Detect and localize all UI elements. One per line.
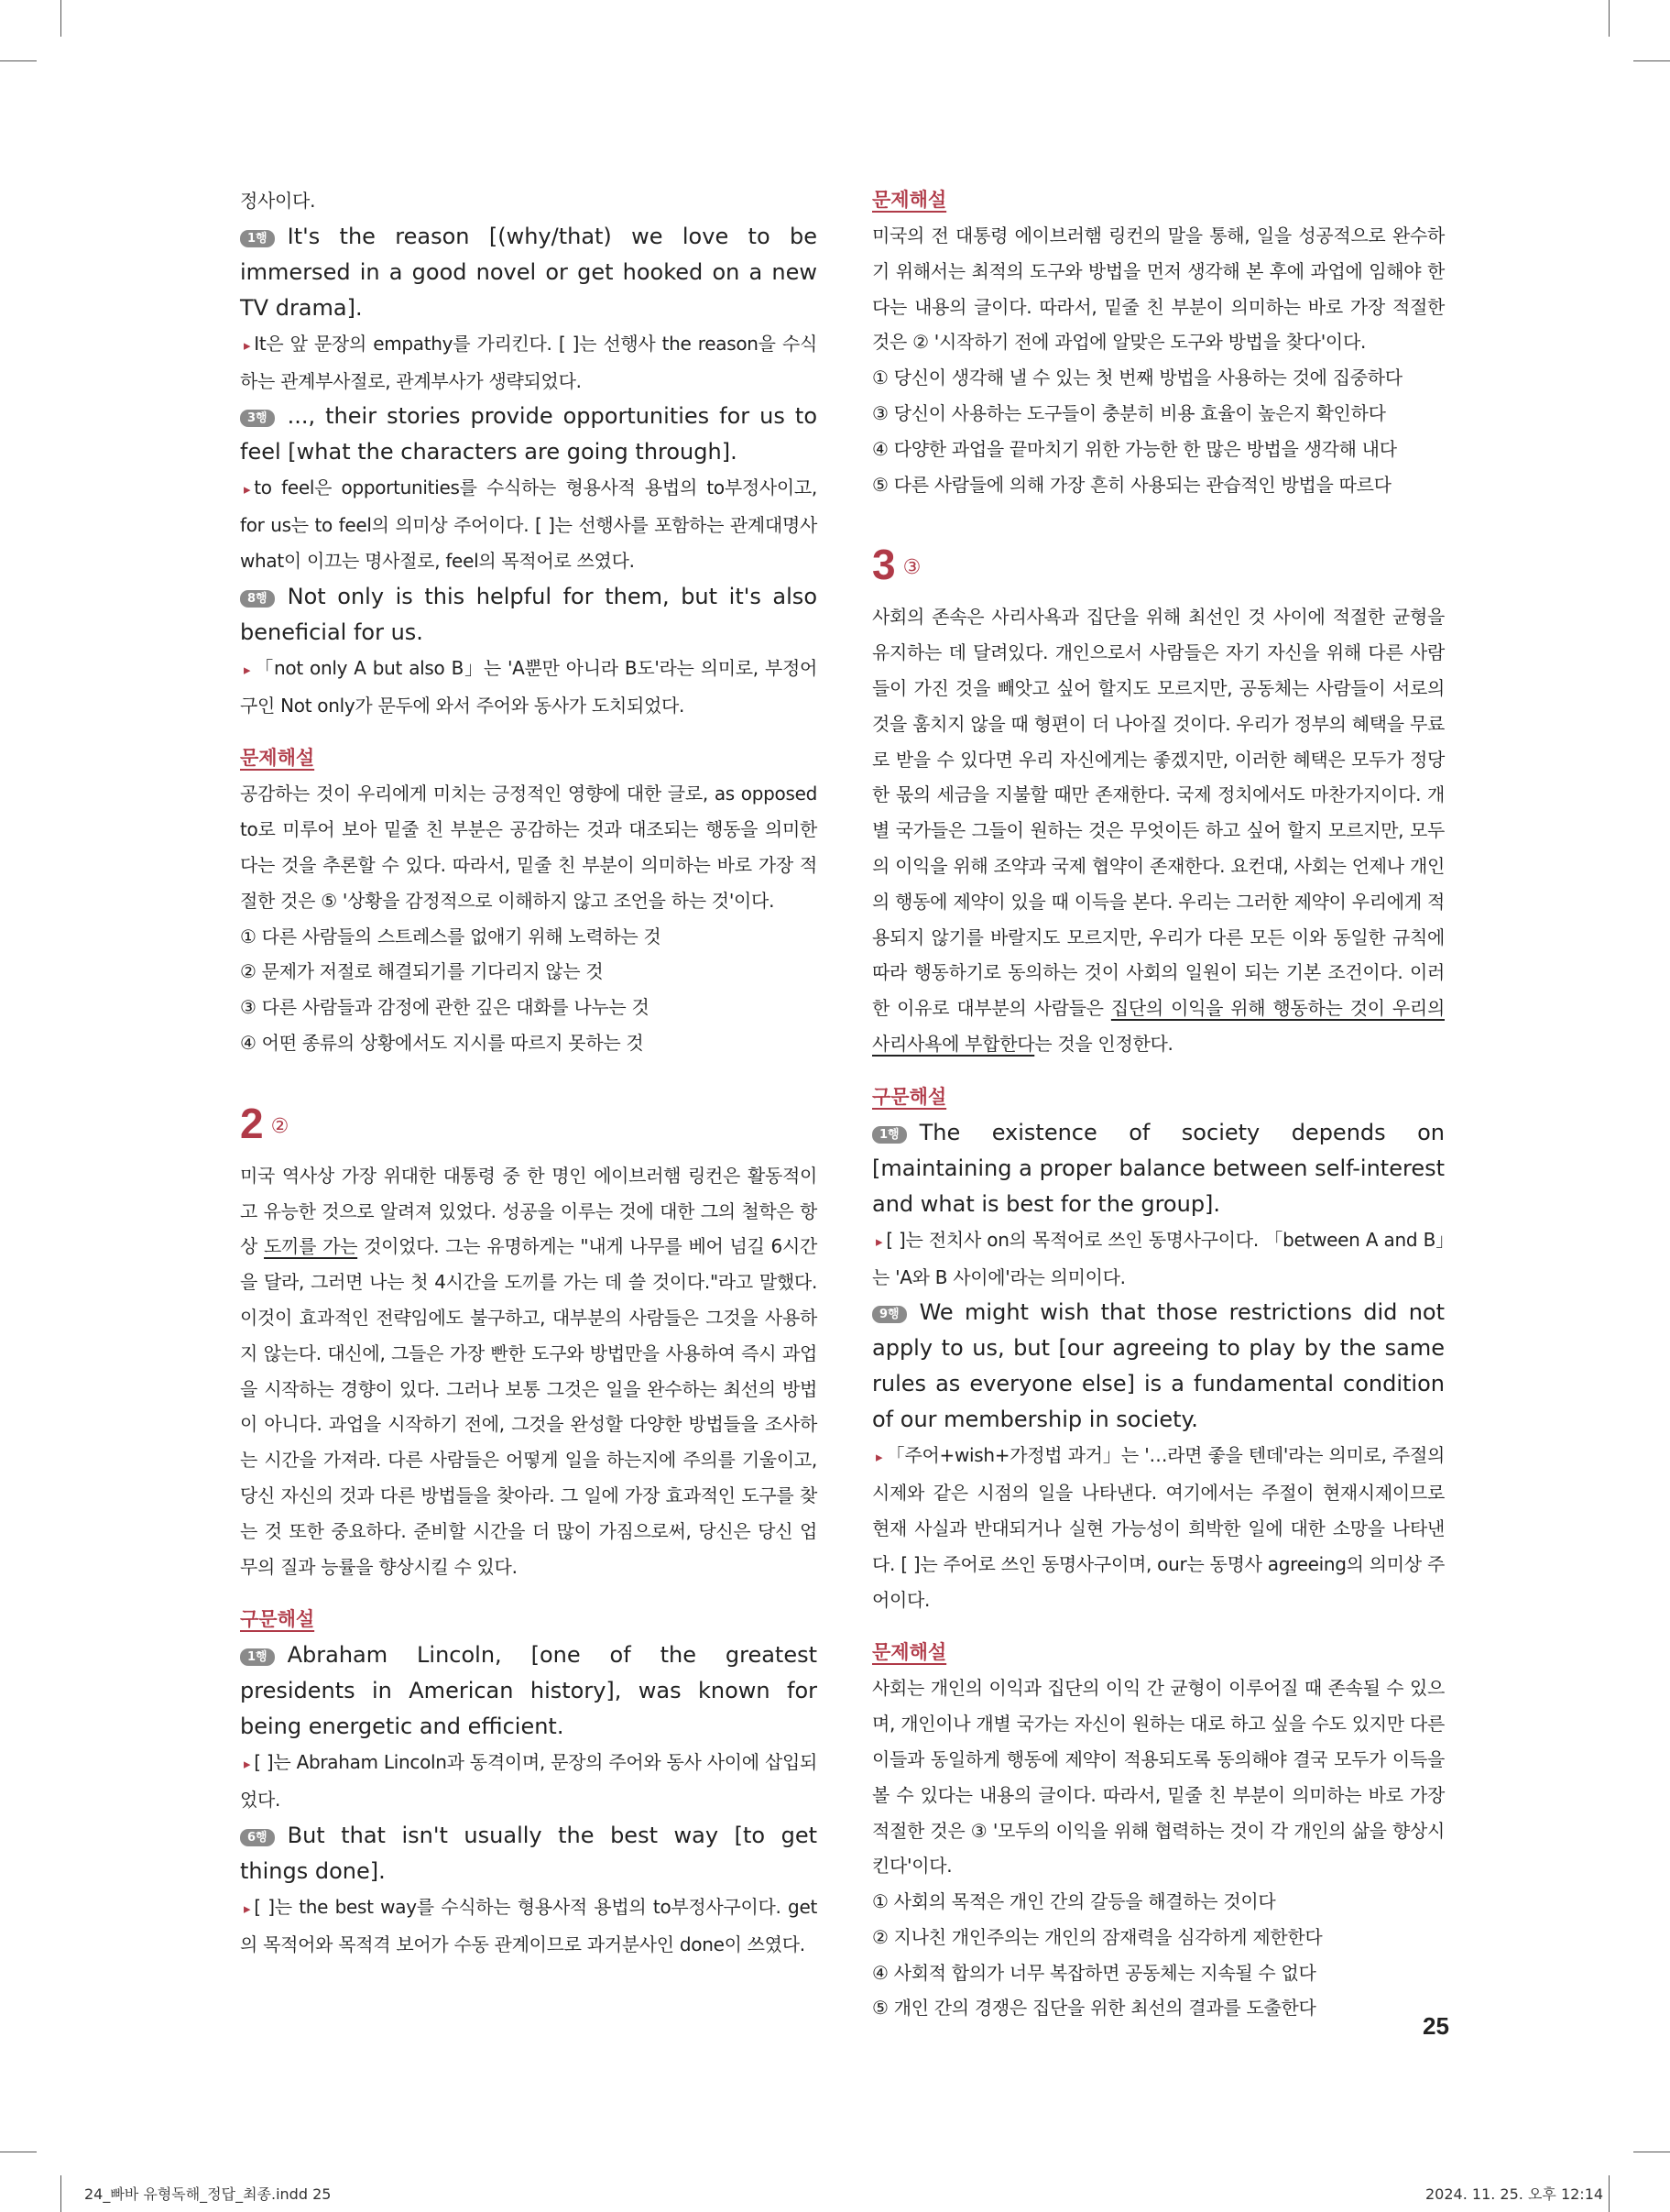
grammar-explanation bbox=[240, 1889, 817, 1963]
arrow-icon: ▸ bbox=[876, 1449, 883, 1466]
section-heading-grammar: 구문해설 bbox=[872, 1085, 947, 1108]
question-number: 2 bbox=[240, 1099, 264, 1147]
arrow-icon: ▸ bbox=[244, 481, 251, 498]
left-column bbox=[240, 183, 817, 1963]
line-tag: 8행 bbox=[240, 590, 275, 608]
translation-text bbox=[872, 599, 1445, 1061]
crop-mark bbox=[1609, 2175, 1610, 2212]
crop-mark bbox=[60, 0, 61, 37]
option-item: ③ 다른 사람들과 감정에 관한 깊은 대화를 나누는 것 bbox=[240, 996, 649, 1019]
explanation-text: 「주어+wish+가정법 과거」는 '…라면 좋을 텐데'라는 의미로, 주절의 시제와 같은 시점의 일을 나타낸다. 여기에서는 주절이 현재시제이므로 현재 사실과 반대되거나 실현 가능성이 희박한 일에 대한 소망을 나타낸다. [ ]는 주어로 쓰인 동명사구이며, our는 동명사 agreeing의 의미상 주어이다. bbox=[872, 1444, 1445, 1611]
grammar-note bbox=[872, 1295, 1445, 1438]
grammar-note bbox=[240, 1637, 817, 1745]
grammar-explanation bbox=[240, 326, 817, 400]
arrow-icon: ▸ bbox=[244, 336, 251, 354]
explanation-text: It은 앞 문장의 empathy를 가리킨다. [ ]는 선행사 the reason을 수식하는 관계부사절로, 관계부사가 생략되었다. bbox=[240, 332, 817, 392]
crop-mark bbox=[1633, 60, 1670, 61]
answer-mark: ③ bbox=[902, 556, 922, 580]
explanation-text: [ ]는 Abraham Lincoln과 동격이며, 문장의 주어와 동사 사이에 삽입되었다. bbox=[240, 1751, 817, 1812]
grammar-sentence: The existence of society depends on [maintaining a proper balance between self-interest and what is best for the group]. bbox=[872, 1119, 1445, 1217]
translation-part: 것이었다. 그는 유명하게는 "내게 나무를 베어 넘길 6시간을 달라, 그러면 나는 첫 4시간을 도끼를 가는 데 쓸 것이다."라고 말했다. 이것이 효과적인 전략임에도 불구하고, 대부분의 사람들은 그것을 사용하지 않는다. 대신에, 그들은 가장 빤한 도구와 방법만을 사용하여 즉시 과업을 시작하는 경향이 있다. 그러나 보통 그것은 일을 완수하는 최선의 방법이 아니다. 과업을 시작하기 전에, 그것을 완성할 다양한 방법들을 조사하는 시간을 가져라. 다른 사람들은 어떻게 일을 하는지에 주의를 기울이고, 당신 자신의 것과 다른 방법들을 찾아라. 그 일에 가장 효과적인 도구를 찾는 것 또한 중요하다. 준비할 시간을 더 많이 가짐으로써, 당신은 당신 업무의 질과 능률을 향상시킬 수 있다. bbox=[240, 1235, 817, 1578]
option-item: ① 사회의 목적은 개인 간의 갈등을 해결하는 것이다 bbox=[872, 1890, 1276, 1913]
question-header bbox=[872, 535, 1445, 594]
explanation-text: [ ]는 전치사 on의 목적어로 쓰인 동명사구이다. 「between A and B」는 'A와 B 사이에'라는 의미이다. bbox=[872, 1228, 1445, 1288]
arrow-icon: ▸ bbox=[244, 661, 251, 678]
grammar-sentence: We might wish that those restrictions did not apply to us, but [our agreeing to play by the same rules as everyone else] is a fundamental condition of our membership in society. bbox=[872, 1299, 1445, 1433]
arrow-icon: ▸ bbox=[876, 1232, 883, 1250]
page-number: 25 bbox=[1423, 2012, 1449, 2040]
solution-text: 미국의 전 대통령 에이브러햄 링컨의 말을 통해, 일을 성공적으로 완수하기 위해서는 최적의 도구와 방법을 먼저 생각해 본 후에 과업에 임해야 한다는 내용의 글이다. 따라서, 밑줄 친 부분이 의미하는 바로 가장 적절한 것은 ② '시작하기 전에 과업에 알맞은 도구와 방법을 찾다'이다. bbox=[872, 224, 1445, 354]
section-heading-solution: 문제해설 bbox=[872, 189, 947, 211]
translation-text bbox=[240, 1158, 817, 1585]
option-item: ① 다른 사람들의 스트레스를 없애기 위해 노력하는 것 bbox=[240, 925, 661, 947]
option-list bbox=[872, 1884, 1445, 2026]
underlined-phrase: 집단의 이익을 위해 행동하는 것이 우리의 사리사욕에 부합한다 bbox=[872, 997, 1445, 1055]
grammar-explanation bbox=[240, 1745, 817, 1818]
solution-text: 공감하는 것이 우리에게 미치는 긍정적인 영향에 대한 글로, as opposed to로 미루어 보아 밑줄 친 부분은 공감하는 것과 대조되는 행동을 의미한다는 것을 추론할 수 있다. 따라서, 밑줄 친 부분이 의미하는 바로 가장 적절한 것은 ⑤ '상황을 감정적으로 이해하지 않고 조언을 하는 것'이다. bbox=[240, 783, 817, 912]
answer-mark: ② bbox=[270, 1114, 289, 1138]
line-tag: 3행 bbox=[240, 410, 275, 427]
explanation-text: [ ]는 the best way를 수식하는 형용사적 용법의 to부정사구이다. get의 목적어와 목적격 보어가 수동 관계이므로 과거분사인 done이 쓰였다. bbox=[240, 1895, 817, 1955]
line-tag: 1행 bbox=[872, 1126, 907, 1144]
option-item: ② 문제가 저절로 해결되기를 기다리지 않는 것 bbox=[240, 960, 604, 983]
underlined-phrase: 도끼를 가는 bbox=[264, 1235, 358, 1258]
option-item: ④ 다양한 과업을 끝마치기 위한 가능한 한 많은 방법을 생각해 내다 bbox=[872, 437, 1397, 460]
line-tag: 1행 bbox=[240, 1648, 275, 1666]
arrow-icon: ▸ bbox=[244, 1756, 251, 1773]
grammar-explanation bbox=[872, 1222, 1445, 1296]
grammar-explanation bbox=[240, 651, 817, 724]
crop-mark bbox=[60, 2175, 61, 2212]
grammar-explanation bbox=[240, 470, 817, 578]
translation-part: 미국 역사상 가장 위대한 대통령 중 한 명인 에이브러햄 링컨은 활동적이고 유능한 것으로 알려져 있었다. 성공을 이루는 것에 대한 그의 철학은 항상 bbox=[240, 1164, 817, 1258]
option-item: ① 당신이 생각해 낼 수 있는 첫 번째 방법을 사용하는 것에 집중하다 bbox=[872, 367, 1403, 389]
section-heading-grammar: 구문해설 bbox=[240, 1608, 315, 1631]
right-column bbox=[872, 183, 1445, 2026]
crop-mark bbox=[1609, 0, 1610, 37]
intro-text: 정사이다. bbox=[240, 190, 316, 212]
arrow-icon: ▸ bbox=[244, 1900, 251, 1917]
option-item: ④ 어떤 종류의 상황에서도 지시를 따르지 못하는 것 bbox=[240, 1031, 644, 1054]
line-tag: 6행 bbox=[240, 1829, 275, 1846]
grammar-note bbox=[240, 1818, 817, 1889]
line-tag: 9행 bbox=[872, 1306, 907, 1323]
explanation-text: to feel은 opportunities를 수식하는 형용사적 용법의 to부정사이고, for us는 to feel의 의미상 주어이다. [ ]는 선행사를 포함하는 관계대명사 what이 이끄는 명사절로, feel의 목적어로 쓰였다. bbox=[240, 476, 817, 572]
grammar-sentence: Abraham Lincoln, [one of the greatest presidents in American history], was known for being energetic and efficient. bbox=[240, 1642, 817, 1740]
section-heading-solution: 문제해설 bbox=[872, 1641, 947, 1664]
footer-timestamp: 2024. 11. 25. 오후 12:14 bbox=[1425, 2185, 1604, 2203]
question-header bbox=[240, 1094, 817, 1153]
line-tag: 1행 bbox=[240, 230, 275, 247]
grammar-sentence: ..., their stories provide opportunities for us to feel [what the characters are going through]. bbox=[240, 403, 817, 465]
grammar-note bbox=[240, 399, 817, 470]
option-item: ③ 당신이 사용하는 도구들이 충분히 비용 효율이 높은지 확인하다 bbox=[872, 401, 1386, 424]
question-number: 3 bbox=[872, 541, 896, 589]
solution-text: 사회는 개인의 이익과 집단의 이익 간 균형이 이루어질 때 존속될 수 있으며, 개인이나 개별 국가는 자신이 원하는 대로 하고 싶을 수도 있지만 다른 이들과 동일하게 행동에 제약이 적용되도록 동의해야 결국 모두가 이득을 볼 수 있다는 내용의 글이다. 따라서, 밑줄 친 부분이 의미하는 바로 가장 적절한 것은 ③ '모두의 이익을 위해 협력하는 것이 각 개인의 삶을 향상시킨다'이다. bbox=[872, 1677, 1445, 1878]
grammar-note bbox=[240, 579, 817, 651]
option-item: ② 지나친 개인주의는 개인의 잠재력을 심각하게 제한한다 bbox=[872, 1925, 1323, 1948]
footer-filename: 24_빠바 유형독해_정답_최종.indd 25 bbox=[84, 2185, 332, 2203]
grammar-note bbox=[240, 219, 817, 326]
explanation-text: 「not only A but also B」는 'A뿐만 아니라 B도'라는 의미로, 부정어구인 Not only가 문두에 와서 주어와 동사가 도치되었다. bbox=[240, 656, 817, 717]
translation-part: 는 것을 인정한다. bbox=[1034, 1032, 1173, 1055]
option-item: ⑤ 다른 사람들에 의해 가장 흔히 사용되는 관습적인 방법을 따르다 bbox=[872, 473, 1392, 496]
grammar-sentence: Not only is this helpful for them, but it's also beneficial for us. bbox=[240, 583, 817, 645]
section-heading-solution: 문제해설 bbox=[240, 747, 315, 770]
grammar-sentence: But that isn't usually the best way [to get things done]. bbox=[240, 1822, 817, 1884]
grammar-note bbox=[872, 1115, 1445, 1222]
grammar-explanation bbox=[872, 1438, 1445, 1617]
translation-part: 사회의 존속은 사리사욕과 집단을 위해 최선인 것 사이에 적절한 균형을 유지하는 데 달려있다. 개인으로서 사람들은 자기 자신을 위해 다른 사람들이 가진 것을 빼앗고 싶어 할지도 모르지만, 공동체는 사람들이 서로의 것을 훔치지 않을 때 형편이 더 나아질 것이다. 우리가 정부의 혜택을 무료로 받을 수 있다면 우리 자신에게는 좋겠지만, 이러한 혜택은 모두가 정당한 몫의 세금을 지불할 때만 존재한다. 국제 정치에서도 마찬가지이다. 개별 국가들은 그들이 원하는 것은 무엇이든 하고 싶어 할지 모르지만, 모두의 이익을 위해 조약과 국제 협약이 존재한다. 요컨대, 사회는 언제나 개인의 행동에 제약이 있을 때 이득을 본다. 우리는 그러한 제약이 우리에게 적용되지 않기를 바랄지도 모르지만, 우리가 다른 모든 이와 동일한 규칙에 따라 행동하기로 동의하는 것이 사회의 일원이 되는 기본 조건이다. 이러한 이유로 대부분의 사람들은 bbox=[872, 606, 1445, 1020]
option-item: ⑤ 개인 간의 경쟁은 집단을 위한 최선의 결과를 도출한다 bbox=[872, 1997, 1316, 2020]
option-list bbox=[872, 360, 1445, 502]
grammar-sentence: It's the reason [(why/that) we love to be immersed in a good novel or get hooked on a new TV drama]. bbox=[240, 223, 817, 321]
option-item: ④ 사회적 합의가 너무 복잡하면 공동체는 지속될 수 없다 bbox=[872, 1961, 1316, 1984]
option-list bbox=[240, 919, 817, 1061]
crop-mark bbox=[0, 60, 37, 61]
